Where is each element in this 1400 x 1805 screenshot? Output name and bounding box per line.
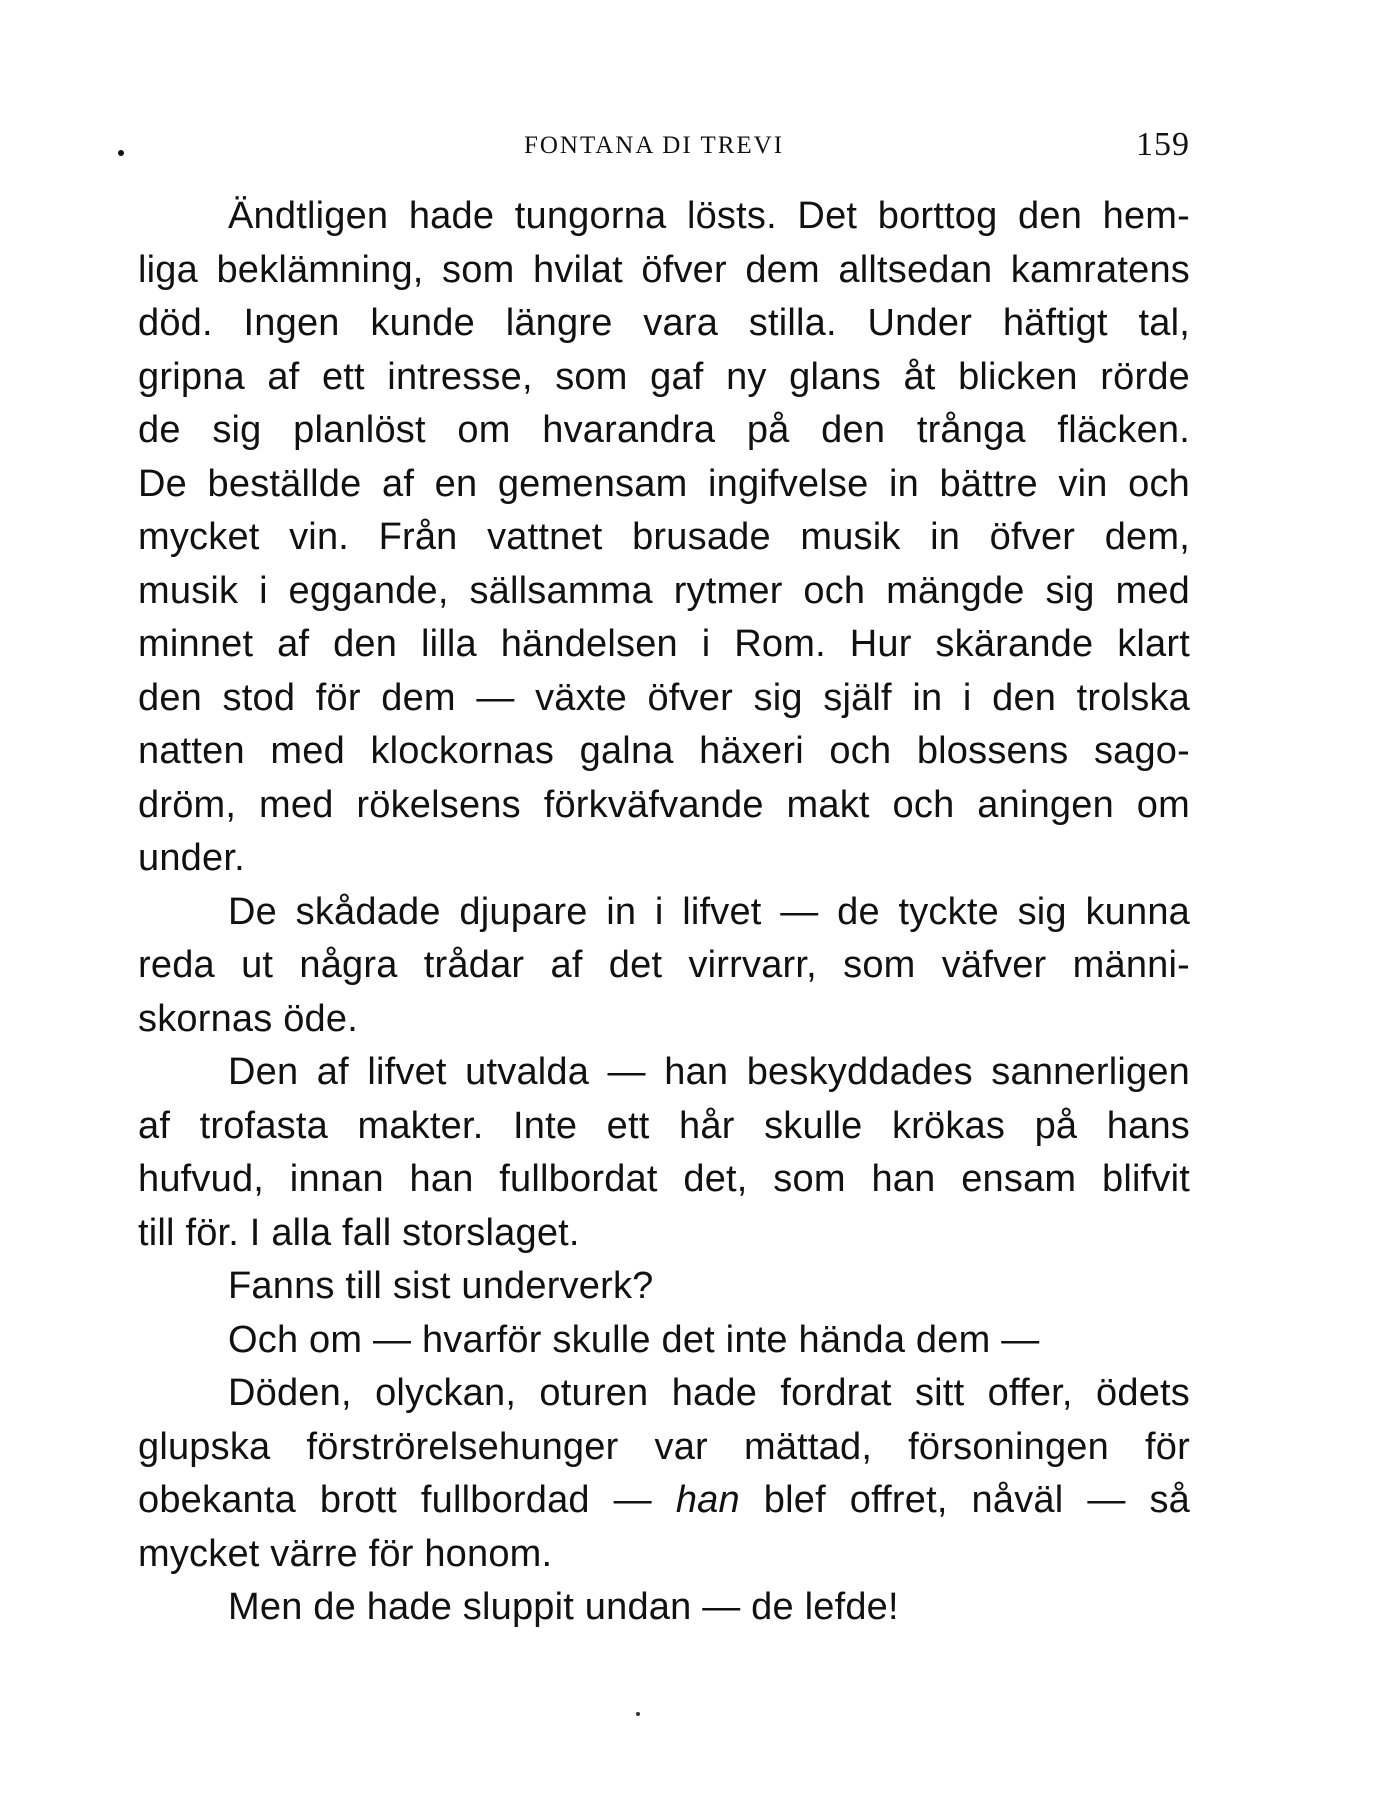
- text-line: de sig planlöst om hvarandra på den trånga fläcken.: [138, 409, 1190, 451]
- text-line: De skådade djupare in i lifvet — de tyckte sig kunna: [228, 890, 1190, 933]
- text-run: obekanta brott fullbordad —: [138, 1479, 676, 1521]
- text-line: Den af lifvet utvalda — han beskyddades sannerligen: [228, 1051, 1190, 1093]
- text-line: skornas öde.: [138, 997, 358, 1040]
- text-line: reda ut några trådar af det virrvarr, som väfver männi-: [138, 944, 1190, 986]
- paragraph: [138, 1581, 1190, 1635]
- text-line: hufvud, innan han fullbordat det, som han ensam blifvit: [138, 1158, 1190, 1200]
- italic-emphasis: han: [675, 1479, 740, 1521]
- text-line: till för. I alla fall storslaget.: [138, 1211, 580, 1254]
- running-head: [118, 128, 1190, 168]
- print-speck: [636, 1712, 640, 1716]
- text-line: den stod för dem — växte öfver sig själf in i den trolska: [138, 676, 1190, 719]
- text-line: af trofasta makter. Inte ett hår skulle krökas på hans: [138, 1104, 1190, 1147]
- paragraph: [138, 1314, 1190, 1368]
- text-line: liga beklämning, som hvilat öfver dem alltsedan kamratens: [138, 248, 1190, 291]
- page-number: 159: [1136, 126, 1190, 163]
- text-line: Och om — hvarför skulle det inte hända dem —: [228, 1318, 1040, 1361]
- text-line: Döden, olyckan, oturen hade fordrat sitt offer, ödets: [228, 1372, 1190, 1414]
- paragraph: [138, 1260, 1190, 1314]
- body-text: [138, 190, 1190, 1635]
- text-line: mycket värre för honom.: [138, 1532, 553, 1575]
- text-line-with-italic: [138, 1474, 1190, 1528]
- text-line: under.: [138, 837, 245, 879]
- running-head-title: FONTANA DI TREVI: [523, 132, 785, 159]
- text-line: Men de hade sluppit undan — de lefde!: [228, 1586, 899, 1628]
- text-line: minnet af den lilla händelsen i Rom. Hur skärande klart: [138, 623, 1190, 665]
- paragraph: [138, 886, 1190, 1047]
- text-line: Ändtligen hade tungorna lösts. Det borttog den hem-: [228, 195, 1190, 237]
- text-line: död. Ingen kunde längre vara stilla. Under häftigt tal,: [138, 302, 1190, 344]
- text-line: mycket vin. Från vattnet brusade musik in öfver dem,: [138, 516, 1190, 558]
- text-line: dröm, med rökelsens förkväfvande makt och aningen om: [138, 783, 1190, 826]
- text-run: blef offret, nåväl — så: [739, 1479, 1190, 1521]
- paragraph: [138, 190, 1190, 886]
- text-line: Fanns till sist underverk?: [228, 1265, 654, 1307]
- text-line: musik i eggande, sällsamma rytmer och mängde sig med: [138, 569, 1190, 612]
- paragraph: [138, 1046, 1190, 1260]
- text-line: De beställde af en gemensam ingifvelse in bättre vin och: [138, 462, 1190, 505]
- text-line: natten med klockornas galna häxeri och blossens sago-: [138, 730, 1190, 772]
- text-line: glupska förströrelsehunger var mättad, försoningen för: [138, 1425, 1190, 1468]
- text-line: gripna af ett intresse, som gaf ny glans åt blicken rörde: [138, 355, 1190, 398]
- paragraph: [138, 1367, 1190, 1581]
